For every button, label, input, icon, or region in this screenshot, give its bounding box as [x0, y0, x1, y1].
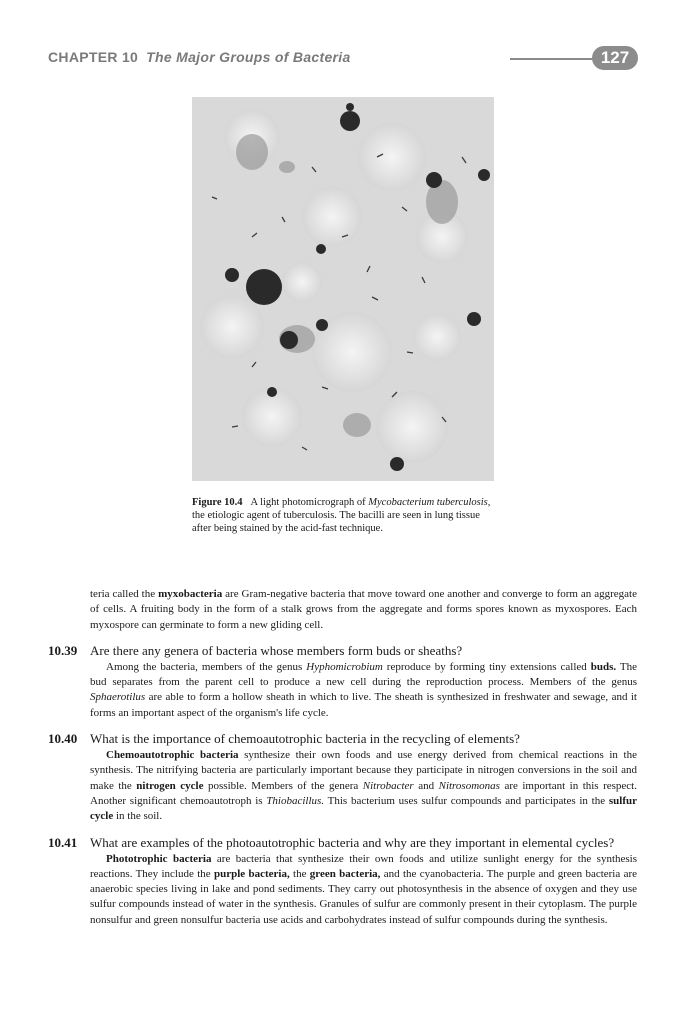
question-number: 10.40: [48, 731, 78, 747]
answer-text: This bacterium uses sulfur compounds and participates in the: [324, 794, 609, 807]
answer-text: reproduce by forming tiny extensions called: [382, 660, 591, 673]
answer-text: and: [413, 779, 439, 792]
figure-caption: [192, 496, 494, 535]
answer-text: are important in this respect. Another significant chemoautotroph is: [90, 779, 637, 807]
term-chemoautotrophic-bacteria: Chemoautotrophic bacteria: [106, 749, 239, 762]
answer-text: are bacteria that synthesize their own foods and utilize sunlight energy for the synthesis reactions. They include the: [90, 852, 637, 880]
page-header: [48, 46, 638, 72]
term-myxobacteria: myxobacteria: [158, 588, 223, 600]
answer-text: synthesize their own foods and use energy derived from chemical reactions in the synthesis. The nitrifying bacteria are particularly important because they participate in nitrogen conversions in the soil and make the: [90, 749, 637, 792]
question-10-39: [48, 642, 637, 721]
cont-pre: teria called the: [90, 588, 159, 600]
continuation-paragraph: [48, 587, 637, 633]
answer: [48, 660, 637, 721]
cont-post: are Gram-negative bacteria that move toward one another and converge to form an aggregate of cells. A fruiting body in the form of a stalk grows from the aggregate and forms spores known as myxospores. Each myxospore can germinate to form a new gliding cell.: [90, 588, 637, 631]
genus-nitrobacter: Nitrobacter: [362, 779, 414, 792]
figure-label: Figure 10.4: [192, 497, 243, 508]
caption-text-pre: A light photomicrograph of: [250, 497, 369, 508]
header-rule: [510, 58, 600, 60]
genus-nitrosomonas: Nitrosomonas: [438, 779, 500, 792]
answer-text: in the soil.: [113, 810, 163, 823]
term-sulfur-cycle: sulfur cycle: [90, 794, 637, 823]
page-body: [48, 587, 637, 928]
question-text: What is the importance of chemoautotrophic bacteria in the recycling of elements?: [90, 731, 520, 747]
chapter-title: The Major Groups of Bacteria: [146, 49, 351, 65]
running-head: [48, 49, 351, 65]
genus-sphaerotilus: Sphaerotilus: [90, 691, 146, 704]
genus-thiobacillus: Thiobacillus.: [266, 794, 325, 807]
question-number: 10.39: [48, 642, 78, 658]
answer-text: the: [289, 867, 310, 880]
term-green-bacteria: green bacteria,: [309, 867, 381, 880]
answer: [48, 748, 637, 824]
figure-photomicrograph: [192, 97, 494, 481]
page-number: 127: [592, 46, 638, 70]
term-phototrophic-bacteria: Phototrophic bacteria: [106, 852, 212, 865]
question-10-40: [48, 730, 637, 824]
chapter-label: CHAPTER 10: [48, 49, 139, 65]
answer-text: and the cyanobacteria. The purple and green bacteria are anaerobic species living in lake and pond sediments. They carry out photosynthesis in the absence of oxygen and they use sulfur compounds instead of water in the synthesis. Granules of sulfur are commonly present in their cytoplasm. The purple nonsulfur and green nonsulfur bacteria use acids and carbohydrates instead of sulfur compounds during the synthesis.: [90, 867, 637, 926]
genus-hyphomicrobium: Hyphomicrobium: [306, 660, 383, 673]
question-number: 10.41: [48, 834, 78, 850]
answer-text: are able to form a hollow sheath in which to live. The sheath is synthesized in freshwater and sewage, and it forms an important aspect of the organism's life cycle.: [90, 691, 637, 719]
question-10-41: [48, 834, 637, 928]
caption-species: Mycobacterium tuberculosis,: [368, 497, 491, 508]
caption-text-post: the etiologic agent of tuberculosis. The bacilli are seen in lung tissue after being stained by the acid-fast technique.: [192, 510, 480, 534]
answer-text: possible. Members of the genera: [203, 779, 363, 792]
answer-text: The bud separates from the parent cell to produce a new cell during the reproduction process. Members of the genus: [90, 660, 637, 689]
answer-text: Among the bacteria, members of the genus: [106, 660, 307, 673]
term-buds: buds.: [590, 660, 617, 673]
question-text: Are there any genera of bacteria whose members form buds or sheaths?: [90, 642, 463, 658]
term-purple-bacteria: purple bacteria,: [213, 867, 290, 880]
question-text: What are examples of the photoautotrophic bacteria and why are they important in elemental cycles?: [90, 834, 615, 850]
answer: [48, 852, 637, 928]
term-nitrogen-cycle: nitrogen cycle: [136, 779, 204, 792]
